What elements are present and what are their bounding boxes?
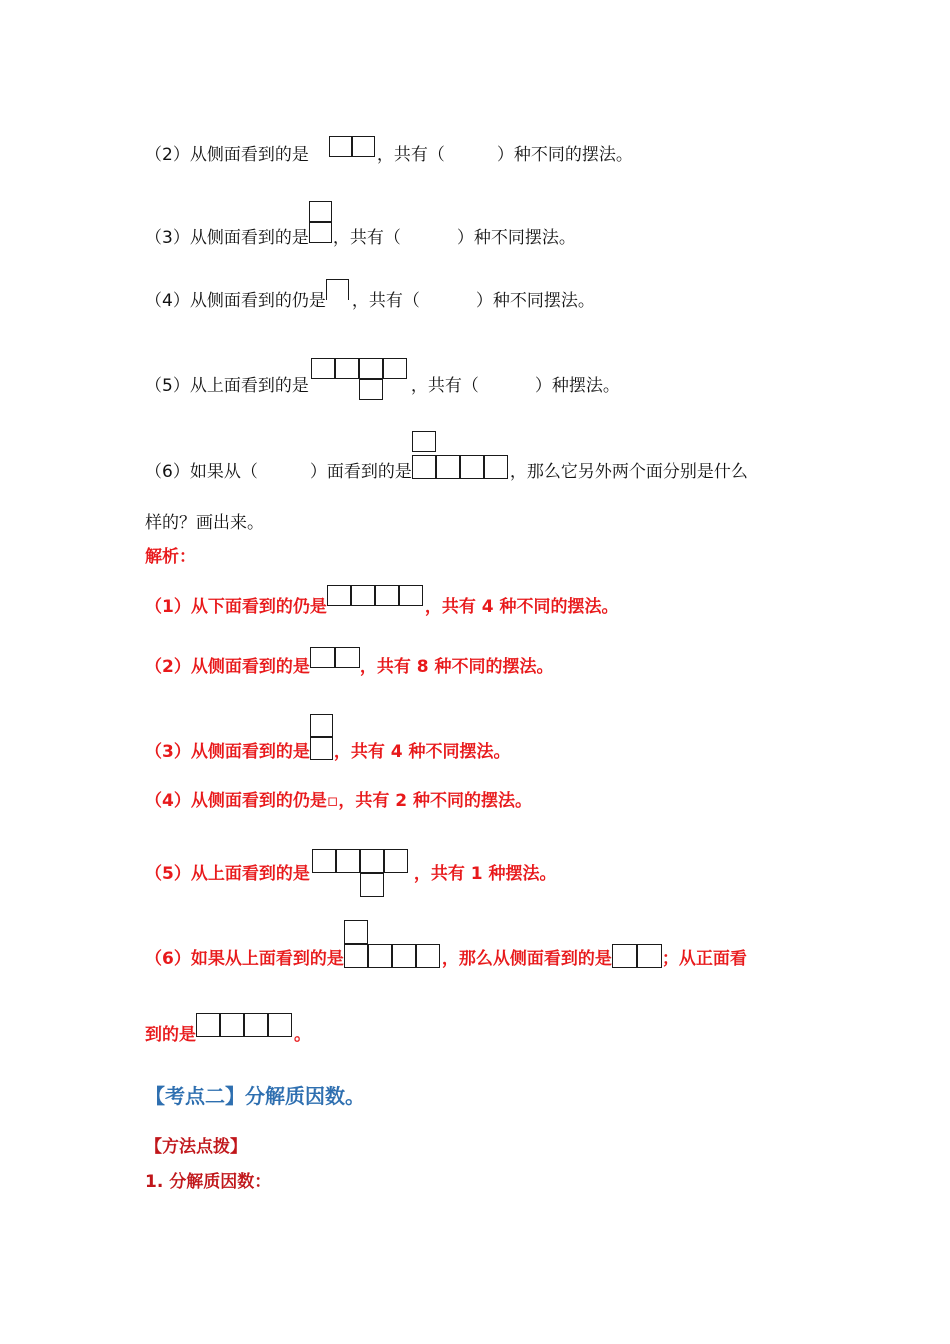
a3-prefix: （3）从侧面看到的是 <box>145 741 310 762</box>
q4-suffix: ）种不同摆法。 <box>475 291 595 311</box>
q3-suffix: ）种不同摆法。 <box>456 227 576 248</box>
two-square-row-figure <box>310 647 360 671</box>
question-6-continuation <box>145 508 264 533</box>
grid-square <box>344 944 368 968</box>
q6-mid: ）面看到的是 <box>309 461 412 482</box>
grid-square <box>383 358 407 379</box>
section-title <box>145 1080 365 1109</box>
grid-square <box>335 358 359 379</box>
answer-2 <box>145 652 554 677</box>
question-4 <box>145 286 595 311</box>
analysis-heading-text: 解析： <box>145 547 196 567</box>
method-item-1-text: 1. 分解质因数： <box>145 1172 272 1192</box>
grid-square <box>335 647 360 668</box>
grid-square <box>309 222 332 243</box>
answer-6-continuation <box>145 1020 311 1045</box>
grid-square <box>360 849 384 873</box>
grid-square <box>326 279 349 300</box>
a2-prefix: （2）从侧面看到的是 <box>145 657 310 677</box>
l-shape-top-view-answer-figure <box>344 920 442 968</box>
q5-mid: ，共有（ <box>410 375 479 396</box>
q4-mid: ，共有（ <box>351 291 420 311</box>
a1-prefix: （1）从下面看到的仍是 <box>145 597 327 617</box>
single-square-figure <box>326 279 352 303</box>
grid-square <box>336 849 360 873</box>
grid-square <box>310 714 333 737</box>
q4-prefix: （4）从侧面看到的仍是 <box>145 291 326 311</box>
question-2 <box>145 140 633 165</box>
front-view-four-square-answer-figure <box>196 1013 294 1037</box>
top-view-t-shape-answer-figure <box>312 849 410 897</box>
q6-prefix: （6）如果从（ <box>145 461 258 482</box>
grid-square <box>329 136 352 157</box>
l-shape-five-square-figure <box>412 431 510 479</box>
method-heading <box>145 1132 247 1157</box>
answer-6 <box>145 932 747 980</box>
grid-square <box>484 455 508 479</box>
grid-square <box>416 944 440 968</box>
grid-square <box>352 136 375 157</box>
analysis-heading <box>145 542 196 567</box>
grid-square <box>384 849 408 873</box>
q6-continuation-text: 样的？画出来。 <box>145 513 264 533</box>
a4-text: （4）从侧面看到的仍是▫，共有 2 种不同的摆法。 <box>145 791 533 811</box>
a6-cont-suffix: 。 <box>294 1025 311 1045</box>
grid-square <box>310 647 335 668</box>
side-view-two-square-answer-figure <box>612 944 662 968</box>
grid-square <box>359 358 383 379</box>
grid-square <box>360 873 384 897</box>
grid-square <box>436 455 460 479</box>
grid-square <box>637 944 662 968</box>
vertical-two-square-figure <box>309 201 333 245</box>
top-view-t-shape-figure <box>311 358 411 404</box>
grid-square <box>375 585 399 606</box>
four-square-row-figure <box>327 585 425 609</box>
grid-square <box>244 1013 268 1037</box>
question-3 <box>145 213 576 257</box>
grid-square <box>359 379 383 400</box>
q2-prefix: （2）从侧面看到的是 <box>145 145 309 165</box>
a2-suffix: ，共有 8 种不同的摆法。 <box>359 657 554 677</box>
a5-suffix: ，共有 1 种摆法。 <box>413 863 557 884</box>
a3-suffix: ，共有 4 种不同摆法。 <box>333 741 511 762</box>
a6-cont-prefix: 到的是 <box>145 1025 196 1045</box>
grid-square <box>351 585 375 606</box>
q6-suffix: ，那么它另外两个面分别是什么 <box>509 461 748 482</box>
q3-mid: ，共有（ <box>332 227 401 248</box>
grid-square <box>392 944 416 968</box>
answer-3 <box>145 726 511 772</box>
grid-square <box>220 1013 244 1037</box>
grid-square <box>196 1013 220 1037</box>
a1-suffix: ，共有 4 种不同的摆法。 <box>424 597 619 617</box>
q5-prefix: （5）从上面看到的是 <box>145 375 309 396</box>
method-heading-text: 【方法点拨】 <box>145 1137 247 1157</box>
grid-square <box>344 920 368 944</box>
a6-middle: ，那么从侧面看到的是 <box>441 948 612 969</box>
answer-4 <box>145 786 532 811</box>
grid-square <box>268 1013 292 1037</box>
q3-prefix: （3）从侧面看到的是 <box>145 227 309 248</box>
two-square-side-view-figure <box>329 136 377 158</box>
answer-5 <box>145 847 557 895</box>
a5-prefix: （5）从上面看到的是 <box>145 863 310 884</box>
q2-suffix: ）种不同的摆法。 <box>496 145 633 165</box>
grid-square <box>399 585 423 606</box>
q2-mid: ，共有（ <box>376 145 445 165</box>
a6-suffix: ；从正面看 <box>661 948 747 969</box>
section-title-text: 【考点二】分解质因数。 <box>145 1084 365 1108</box>
grid-square <box>309 201 332 222</box>
question-6 <box>145 445 748 493</box>
grid-square <box>612 944 637 968</box>
grid-square <box>312 849 336 873</box>
grid-square <box>327 585 351 606</box>
question-5 <box>145 360 620 406</box>
a6-prefix: （6）如果从上面看到的是 <box>145 948 344 969</box>
grid-square <box>310 737 333 760</box>
grid-square <box>368 944 392 968</box>
q5-suffix: ）种摆法。 <box>534 375 620 396</box>
answer-1 <box>145 592 619 617</box>
grid-square <box>412 455 436 479</box>
method-item-1 <box>145 1167 271 1192</box>
vertical-two-square-answer-figure <box>310 714 334 760</box>
grid-square <box>460 455 484 479</box>
grid-square <box>412 431 436 452</box>
grid-square <box>311 358 335 379</box>
